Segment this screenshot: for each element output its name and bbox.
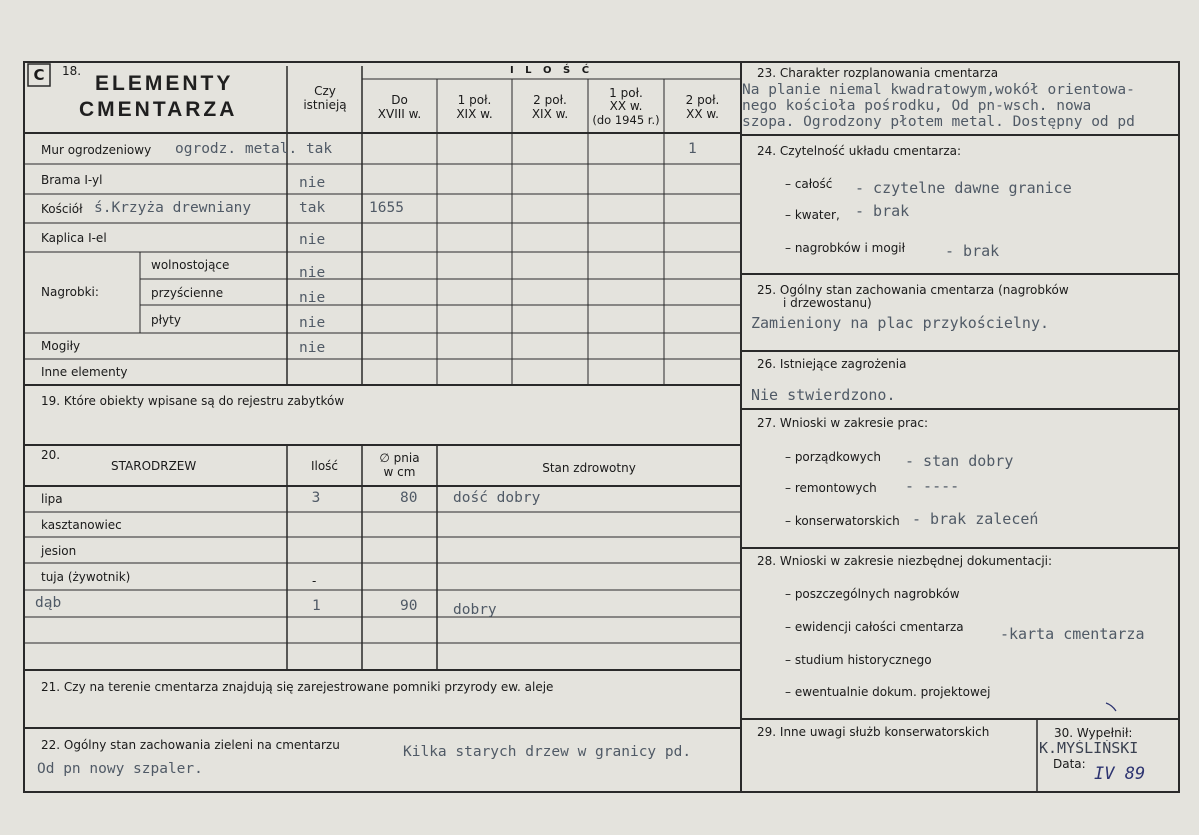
q29-label: 29. Inne uwagi służb konserwatorskich	[757, 725, 990, 739]
tree-row-diam: 80	[400, 490, 418, 506]
q23-answer-line3: szopa. Ogrodzony płotem metal. Dostępny od pd	[742, 114, 1135, 130]
q25-label-line1: 25. Ogólny stan zachowania cmentarza (nagrobków	[757, 283, 1069, 297]
row-mur-value: ogrodz. metal. tak	[175, 141, 333, 157]
row-plyty-label: płyty	[151, 313, 181, 327]
tree-row-name: kasztanowiec	[41, 518, 122, 532]
q23-label: 23. Charakter rozplanowania cmentarza	[757, 66, 999, 80]
row-wolnostojace-label: wolnostojące	[151, 258, 230, 272]
period-1pol-xx-line2: XX w.	[609, 99, 643, 113]
tree-row-diam: 90	[400, 598, 418, 614]
card-code-label: C	[33, 66, 45, 84]
q20-number: 20.	[41, 448, 61, 462]
q19-label: 19. Które obiekty wpisane są do rejestru zabytków	[41, 394, 345, 408]
q27-remontowych-label: – remontowych	[785, 481, 877, 495]
row-nagrobki-label: Nagrobki:	[41, 285, 99, 299]
trees-col-stan: Stan zdrowotny	[542, 461, 636, 475]
q24-calosc-label: – całość	[785, 177, 833, 191]
q26-label: 26. Istniejące zagrożenia	[757, 357, 907, 371]
q23-answer-line1: Na planie niemal kwadratowym,wokół orientowa-	[742, 82, 1135, 98]
period-do-xviii-line2: XVIII w.	[377, 107, 422, 121]
q24-nagrobkow-label: – nagrobków i mogił	[785, 241, 906, 255]
tree-row-stan: dobry	[453, 602, 497, 618]
row-brama-label: Brama I-yl	[41, 173, 103, 187]
row-mogily-label: Mogiły	[41, 339, 81, 353]
row-brama-value: nie	[299, 175, 326, 191]
tree-row-count: -	[312, 574, 317, 588]
period-2pol-xx-line1: 2 poł.	[685, 93, 720, 107]
row-kosciol-label: Kościół	[41, 202, 83, 216]
q27-porzadkowych-value: - stan dobry	[905, 452, 1014, 470]
q28-label: 28. Wnioski w zakresie niezbędnej dokumentacji:	[757, 554, 1053, 568]
q20-title: STARODRZEW	[111, 459, 197, 473]
q22-answer-line1: Kilka starych drzew w granicy pd.	[403, 744, 692, 760]
row-kosciol-date: 1655	[369, 200, 404, 216]
q21-label: 21. Czy na terenie cmentarza znajdują się zarejestrowane pomniki przyrody ew. aleje	[41, 680, 554, 694]
q28-item: – ewidencji całości cmentarza	[785, 620, 964, 634]
period-1pol-xx-line3: (do 1945 r.)	[592, 113, 660, 127]
period-do-xviii-line1: Do	[391, 93, 408, 107]
period-2pol-xix-line2: XIX w.	[531, 107, 569, 121]
header-istnieja: istnieją	[303, 98, 347, 112]
row-przyscienne-label: przyścienne	[151, 286, 224, 300]
q22-label: 22. Ogólny stan zachowania zieleni na cmentarzu	[41, 738, 340, 752]
trees-col-pnia-line1: ∅ pnia	[379, 451, 420, 465]
trees-col-ilosc: Ilość	[310, 459, 339, 473]
q24-nagrobkow-value: - brak	[945, 242, 1000, 260]
row-mur-label: Mur ogrodzeniowy	[41, 143, 152, 157]
tree-row-count: 3	[311, 490, 321, 506]
tree-row-name: dąb	[35, 595, 62, 611]
period-2pol-xix-line1: 2 poł.	[533, 93, 567, 107]
row-inne-label: Inne elementy	[41, 365, 128, 379]
section-18-number: 18.	[62, 64, 82, 78]
q27-konserwatorskich-value: - brak zaleceń	[912, 510, 1039, 528]
row-kaplica-value: nie	[299, 232, 326, 248]
q25-answer: Zamieniony na plac przykościelny.	[751, 314, 1050, 332]
section-18-title-line1: ELEMENTY	[95, 72, 234, 95]
q27-konserwatorskich-label: – konserwatorskich	[785, 514, 900, 528]
q24-label: 24. Czytelność układu cmentarza:	[757, 144, 962, 158]
q30-label: 30. Wypełnił:	[1054, 726, 1133, 740]
q28-item: – studium historycznego	[785, 653, 932, 667]
q27-porzadkowych-label: – porządkowych	[785, 450, 881, 464]
tree-row-name: tuja (żywotnik)	[41, 570, 131, 584]
row-wolnostojace-value: nie	[299, 265, 326, 281]
tree-row-name: lipa	[41, 492, 63, 506]
q28-ewidencji-value: -karta cmentarza	[1000, 625, 1145, 643]
period-2pol-xx-line2: XX w.	[686, 107, 719, 121]
period-1pol-xx-line1: 1 poł.	[609, 86, 643, 100]
tree-row-stan: dość dobry	[453, 490, 541, 506]
q28-item: – ewentualnie dokum. projektowej	[785, 685, 991, 699]
q30-name: K.MYŚLIŃSKI	[1039, 740, 1139, 756]
row-plyty-value: nie	[299, 315, 326, 331]
q25-label-line2: i drzewostanu)	[783, 296, 872, 310]
tree-row-count: 1	[312, 598, 321, 614]
row-kosciol-value: tak	[299, 200, 326, 216]
row-kosciol-name: ś.Krzyża drewniany	[94, 200, 252, 216]
q26-answer: Nie stwierdzono.	[751, 386, 896, 404]
period-1pol-xix-line2: XIX w.	[456, 107, 493, 121]
q27-label: 27. Wnioski w zakresie prac:	[757, 416, 929, 430]
header-ilosc: I L O Ś Ć	[509, 65, 594, 76]
section-18-title-line2: CMENTARZA	[79, 98, 238, 121]
q24-kwater-label: – kwater,	[785, 208, 840, 222]
q28-item: – poszczególnych nagrobków	[785, 587, 960, 601]
tree-row-name: jesion	[41, 544, 77, 558]
q24-kwater-value: - brak	[855, 202, 910, 220]
row-kaplica-label: Kaplica I-el	[41, 231, 107, 245]
row-mogily-value: nie	[299, 340, 326, 356]
q30-date-label: Data:	[1053, 757, 1086, 771]
row-mur-count: 1	[688, 141, 697, 157]
header-czy: Czy	[314, 84, 336, 98]
q27-remontowych-value: - ----	[905, 477, 960, 495]
trees-col-pnia-line2: w cm	[383, 465, 416, 479]
q23-answer-line2: nego kościoła pośrodku, Od pn-wsch. nowa	[742, 98, 1092, 114]
q24-calosc-value: - czytelne dawne granice	[855, 179, 1072, 197]
row-przyscienne-value: nie	[299, 290, 326, 306]
q22-answer-line2: Od pn nowy szpaler.	[37, 761, 203, 777]
q30-date-value: IV 89	[1094, 764, 1146, 784]
period-1pol-xix-line1: 1 poł.	[457, 93, 492, 107]
